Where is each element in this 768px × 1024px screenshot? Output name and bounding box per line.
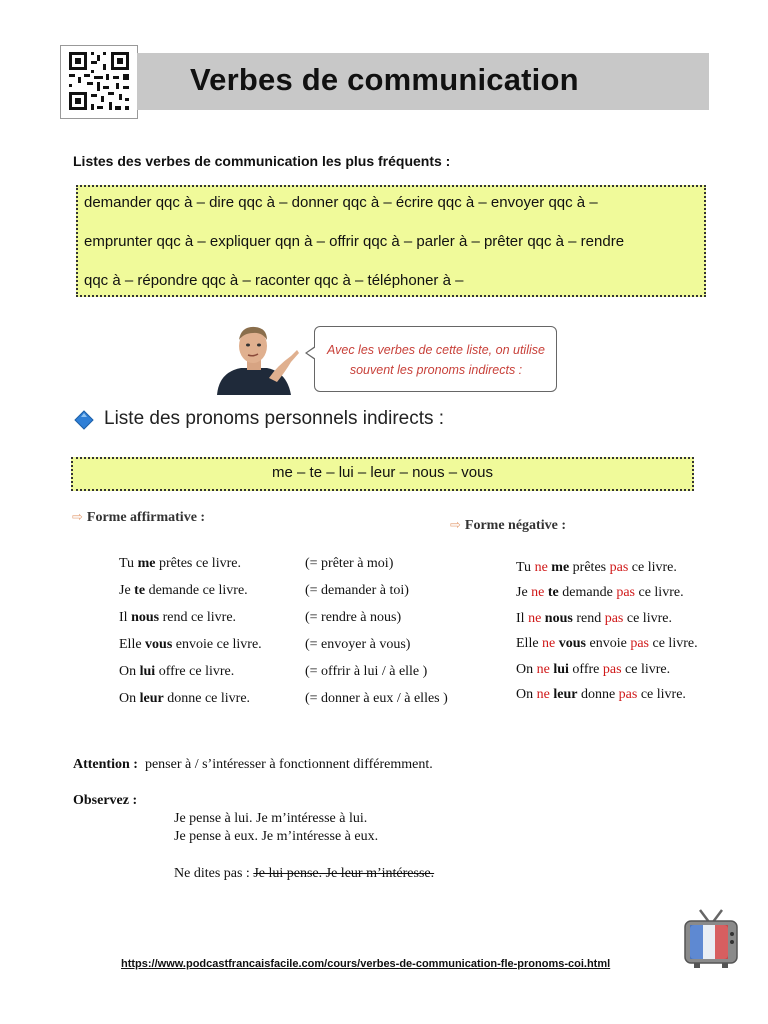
pronouns-list: me – te – lui – leur – nous – vous [272, 464, 493, 481]
affirmative-row: On leur donne ce livre. [119, 691, 251, 706]
affirmative-row: Il nous rend ce livre. [119, 610, 237, 625]
affirmative-row: Elle vous envoie ce livre. [119, 637, 262, 652]
verbs-line-2: emprunter qqc à – expliquer qqn à – offrir qqc à – parler à – prêter qqc à – rendre [84, 233, 625, 250]
blue-diamond-icon [74, 410, 94, 430]
negative-row: Tu ne me prêtes pas ce livre. [516, 560, 677, 575]
observez-label: Observez : [73, 793, 138, 808]
negative-row: On ne leur donne pas ce livre. [516, 687, 686, 702]
teacher-illustration [215, 320, 305, 395]
verbs-heading: Listes des verbes de communication les plus fréquents : [73, 153, 451, 169]
affirmative-row: Je te demande ce livre. [119, 583, 248, 598]
example-line: Je pense à lui. Je m’intéresse à lui. [174, 811, 368, 826]
example-line: Je pense à eux. Je m’intéresse à eux. [174, 829, 379, 844]
negative-row: Elle ne vous envoie pas ce livre. [516, 636, 698, 651]
affirmative-equivalent: (= rendre à nous) [305, 610, 402, 625]
qr-code-icon [60, 45, 138, 119]
page-title: Verbes de communication [190, 62, 579, 97]
negative-row: Je ne te demande pas ce livre. [516, 585, 684, 600]
attention-note: Attention : penser à / s’intéresser à fonctionnent différemment. [73, 757, 433, 772]
affirmative-label: ⇨ Forme affirmative : [72, 509, 206, 525]
incorrect-example: Ne dites pas : Je lui pense. Je leur m’intéresse. [174, 866, 435, 881]
affirmative-equivalent: (= prêter à moi) [305, 556, 394, 571]
pronouns-heading: Liste des pronoms personnels indirects : [104, 408, 445, 429]
negative-row: On ne lui offre pas ce livre. [516, 662, 671, 677]
verbs-line-3: qqc à – répondre qqc à – raconter qqc à – téléphoner à – [84, 272, 464, 289]
podcast-tv-logo-icon [682, 908, 740, 970]
affirmative-equivalent: (= demander à toi) [305, 583, 409, 598]
right-arrow-icon: ⇨ [72, 509, 83, 524]
affirmative-equivalent: (= envoyer à vous) [305, 637, 411, 652]
affirmative-row: Tu me prêtes ce livre. [119, 556, 241, 571]
negative-row: Il ne nous rend pas ce livre. [516, 611, 672, 626]
speech-bubble-text: Avec les verbes de cette liste, on utilise souvent les pronoms indirects : [327, 343, 545, 377]
negative-label: ⇨ Forme négative : [450, 517, 566, 533]
source-link[interactable]: https://www.podcastfrancaisfacile.com/cours/verbes-de-communication-fle-pronoms-coi.html [121, 958, 611, 970]
verbs-line-1: demander qqc à – dire qqc à – donner qqc à – écrire qqc à – envoyer qqc à – [84, 194, 598, 211]
affirmative-equivalent: (= donner à eux / à elles ) [305, 691, 448, 706]
right-arrow-icon: ⇨ [450, 517, 461, 532]
affirmative-row: On lui offre ce livre. [119, 664, 235, 679]
affirmative-equivalent: (= offrir à lui / à elle ) [305, 664, 428, 679]
